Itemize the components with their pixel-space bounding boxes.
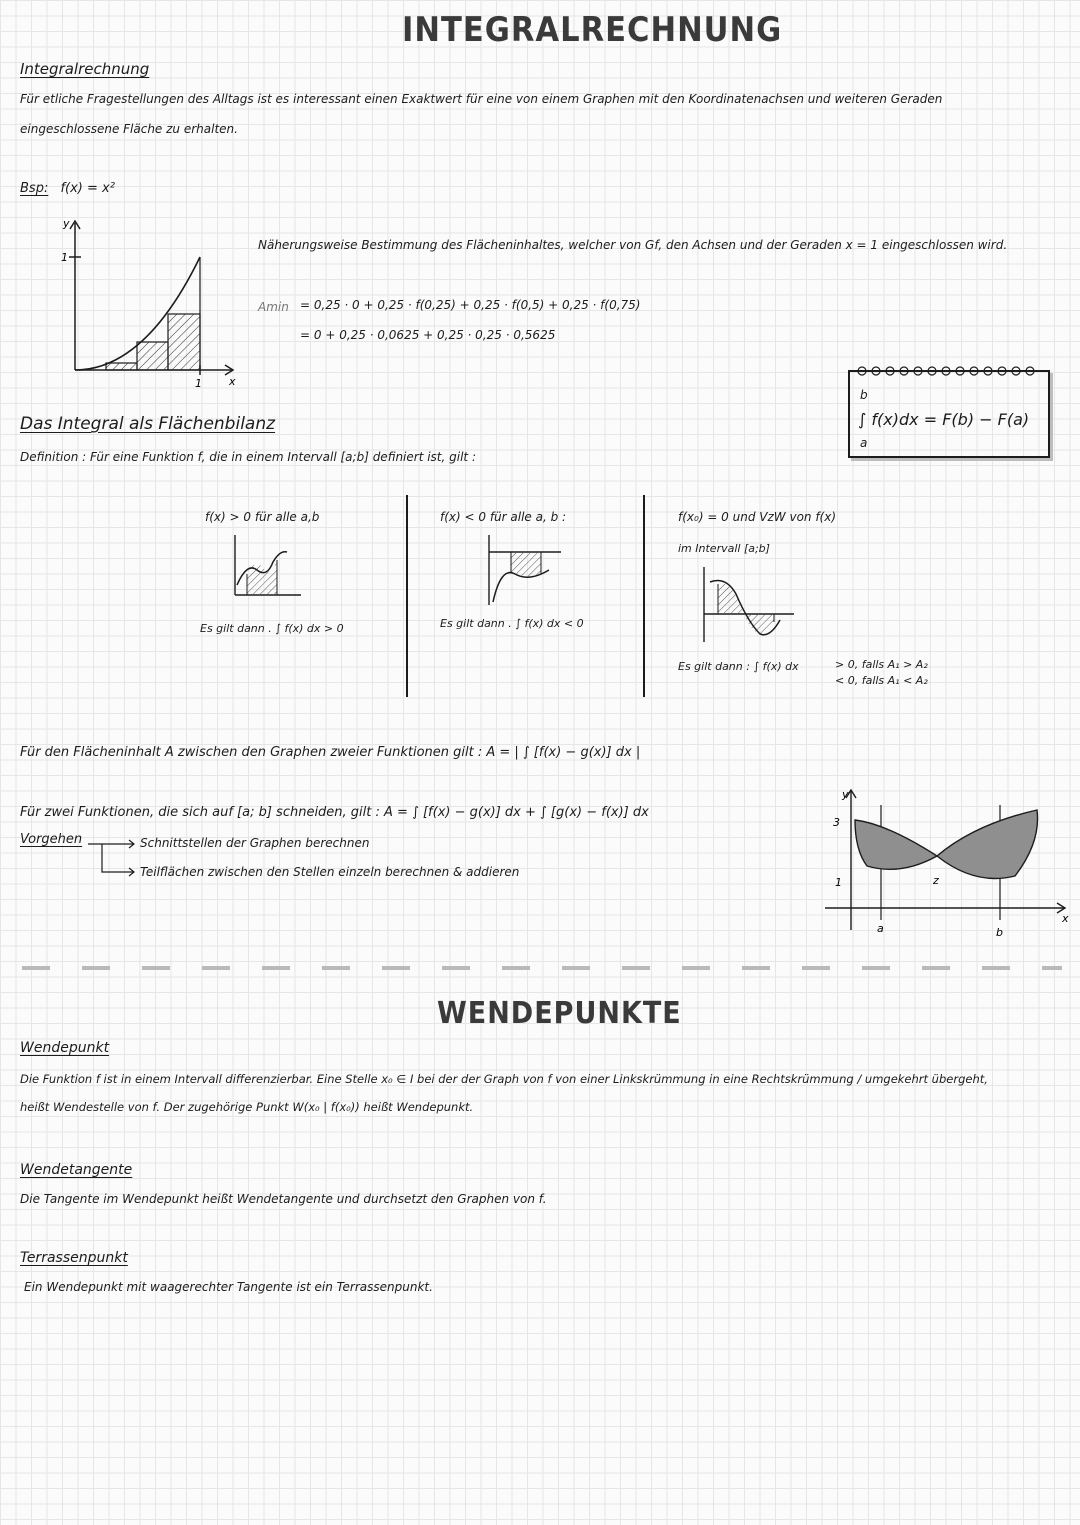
- y-tick-label: 1: [61, 251, 68, 264]
- wendetangente-text: Die Tangente im Wendepunkt heißt Wendetangente und durchsetzt den Graphen von f.: [20, 1192, 547, 1206]
- definition-text: Definition : Für eine Funktion f, die in einem Intervall [a;b] definiert ist, gilt :: [20, 450, 476, 464]
- example-function: f(x) = x²: [60, 181, 115, 196]
- section-heading-balance: Das Integral als Flächenbilanz: [20, 414, 276, 434]
- area-right: [937, 810, 1038, 879]
- approx-text: Näherungsweise Bestimmung des Flächeninhaltes, welcher von Gf, den Achsen und der Geraden x = 1 eingeschlossen wird.: [258, 238, 1008, 252]
- approx-rect-2: [106, 363, 137, 370]
- label-z: z: [933, 874, 939, 887]
- amin-label: Amin: [258, 300, 289, 314]
- case-3-result-b: < 0, falls A₁ < A₂: [835, 674, 928, 687]
- section-heading-integral: Integralrechnung: [20, 60, 150, 78]
- between-text: Für den Flächeninhalt A zwischen den Graphen zweier Funktionen gilt : A = | ∫ [f(x) − g(x)] dx |: [20, 745, 641, 760]
- case-2-condition: f(x) < 0 für alle a, b :: [440, 510, 567, 524]
- case-3-condition-2: im Intervall [a;b]: [678, 542, 770, 555]
- case-1-graph: [225, 530, 310, 610]
- positive-area: [247, 560, 277, 595]
- case-3-result-a: > 0, falls A₁ > A₂: [835, 658, 928, 671]
- procedure-arrows-icon: [88, 836, 138, 878]
- case-2-result: Es gilt dann . ∫ f(x) dx < 0: [440, 617, 584, 630]
- case-3-condition: f(x₀) = 0 und VzW von f(x): [678, 510, 837, 524]
- terrassenpunkt-heading: Terrassenpunkt: [20, 1250, 128, 1266]
- two-functions-graph: [815, 780, 1075, 940]
- spiral-binding-icon: [854, 364, 1044, 378]
- case-1-result: Es gilt dann . ∫ f(x) dx > 0: [200, 622, 344, 635]
- formula-text: ∫ f(x)dx = F(b) − F(a): [858, 410, 1030, 429]
- area-a2: [744, 614, 774, 634]
- approx-rect-4: [168, 314, 200, 370]
- label-b: b: [996, 926, 1003, 939]
- case-1-condition: f(x) > 0 für alle a,b: [205, 510, 320, 524]
- case-3-result: Es gilt dann : ∫ f(x) dx: [678, 660, 799, 673]
- x-tick-label: 1: [195, 377, 202, 390]
- approx-rect-3: [137, 342, 168, 370]
- wendepunkt-text-2: heißt Wendestelle von f. Der zugehörige Punkt W(x₀ | f(x₀)) heißt Wendepunkt.: [20, 1100, 474, 1114]
- column-divider-1: [406, 495, 408, 697]
- label-a: a: [877, 922, 884, 935]
- wendetangente-heading: Wendetangente: [20, 1162, 133, 1178]
- intro-line-1: Für etliche Fragestellungen des Alltags ist es interessant einen Exaktwert für eine von einem Graphen mit den Koordinatenachsen und weiteren Geraden: [20, 92, 943, 106]
- example-label-text: Bsp:: [20, 181, 49, 196]
- amin-line-1: = 0,25 · 0 + 0,25 · f(0,25) + 0,25 · f(0,5) + 0,25 · f(0,75): [300, 298, 641, 312]
- area-left: [855, 820, 937, 869]
- y-tick-3: 3: [833, 816, 840, 829]
- negative-area: [511, 552, 541, 577]
- section-title-wendepunkte: WENDEPUNKTE: [437, 996, 682, 1031]
- procedure-step-1: Schnittstellen der Graphen berechnen: [140, 836, 370, 850]
- amin-line-2: = 0 + 0,25 · 0,0625 + 0,25 · 0,25 · 0,5625: [300, 328, 556, 342]
- page-title: INTEGRALRECHNUNG: [402, 10, 783, 50]
- procedure-step-2: Teilflächen zwischen den Stellen einzeln berechnen & addieren: [140, 865, 520, 879]
- section-divider: [22, 966, 1062, 970]
- column-divider-2: [643, 495, 645, 697]
- intersect-text: Für zwei Funktionen, die sich auf [a; b] schneiden, gilt : A = ∫ [f(x) − g(x)] dx + ∫ [g(x) − f(x)] dx: [20, 805, 649, 820]
- case-3-graph: [690, 562, 810, 652]
- formula-lower: a: [860, 436, 868, 450]
- wendepunkt-text-1: Die Funktion f ist in einem Intervall differenzierbar. Eine Stelle x₀ ∈ I bei der der Graph von f von einer Linkskrümmung in eine Rechtskrümmung / umgekehrt übergeht,: [20, 1072, 988, 1086]
- intro-line-2: eingeschlossene Fläche zu erhalten.: [20, 122, 238, 136]
- formula-box: [848, 370, 1050, 458]
- procedure-label: Vorgehen: [20, 832, 83, 847]
- y-axis-label: y: [63, 217, 70, 230]
- x-axis-label: x: [1062, 912, 1069, 925]
- example-label: [20, 181, 115, 196]
- y-tick-1: 1: [835, 876, 842, 889]
- wendepunkt-heading: Wendepunkt: [20, 1040, 110, 1056]
- case-2-graph: [475, 530, 575, 610]
- x-axis-label: x: [229, 375, 236, 388]
- y-axis-label: y: [842, 788, 849, 801]
- formula-upper: b: [860, 388, 868, 402]
- example-graph: [55, 215, 245, 390]
- terrassenpunkt-text: Ein Wendepunkt mit waagerechter Tangente ist ein Terrassenpunkt.: [24, 1280, 433, 1294]
